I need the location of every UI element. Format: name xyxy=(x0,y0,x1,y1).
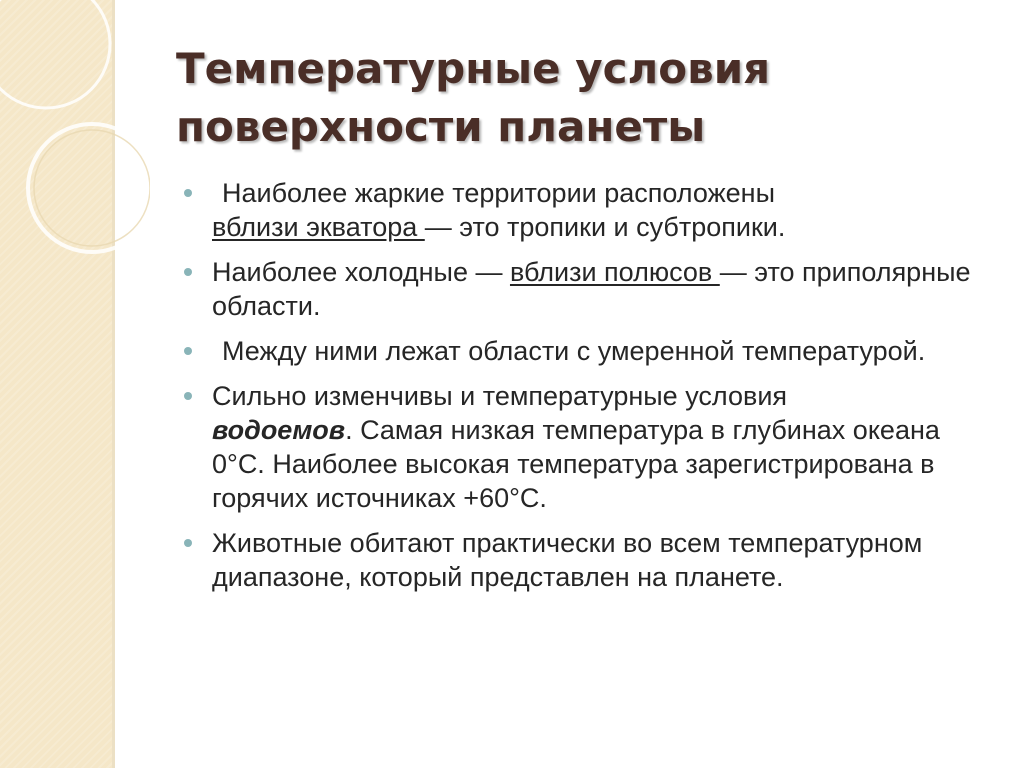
decorative-circles-icon xyxy=(0,0,150,260)
title-line-1: Температурные условия xyxy=(176,44,771,93)
title-line-2: поверхности планеты xyxy=(176,102,706,151)
slide-title xyxy=(176,40,976,156)
bullet-1-underlined: вблизи экватора xyxy=(212,212,425,242)
bullet-4-text: Сильно изменчивы и температурные условия xyxy=(212,381,788,411)
bullet-icon xyxy=(184,392,192,400)
bullet-item-equator xyxy=(184,176,984,244)
bullet-item-temperate xyxy=(184,334,984,368)
bullet-item-water xyxy=(184,379,984,515)
bullet-item-poles xyxy=(184,255,984,323)
bullet-2-tail: — это приполярные области. xyxy=(212,257,971,321)
bullet-item-animals xyxy=(184,526,984,594)
bullet-list xyxy=(184,176,984,605)
bullet-icon xyxy=(184,268,192,276)
bullet-2-underlined: вблизи полюсов xyxy=(509,257,720,287)
bullet-4-emphasis: водоемов xyxy=(212,415,346,445)
bullet-icon xyxy=(184,189,192,197)
bullet-icon xyxy=(184,539,192,547)
bullet-1-tail: — это тропики и субтропики. xyxy=(424,212,786,242)
bullet-icon xyxy=(184,347,192,355)
bullet-4-tail: . Самая низкая температура в глубинах океана 0°С. Наиболее высокая температура зарегистрирована в горячих источниках +60°С. xyxy=(212,415,940,513)
bullet-1-text: Наиболее жаркие территории расположены xyxy=(222,178,775,208)
bullet-3-text: Между ними лежат области с умеренной температурой. xyxy=(222,336,926,366)
bullet-2-text: Наиболее холодные — xyxy=(212,257,510,287)
bullet-5-text: Животные обитают практически во всем температурном диапазоне, который представлен на планете. xyxy=(212,528,923,592)
